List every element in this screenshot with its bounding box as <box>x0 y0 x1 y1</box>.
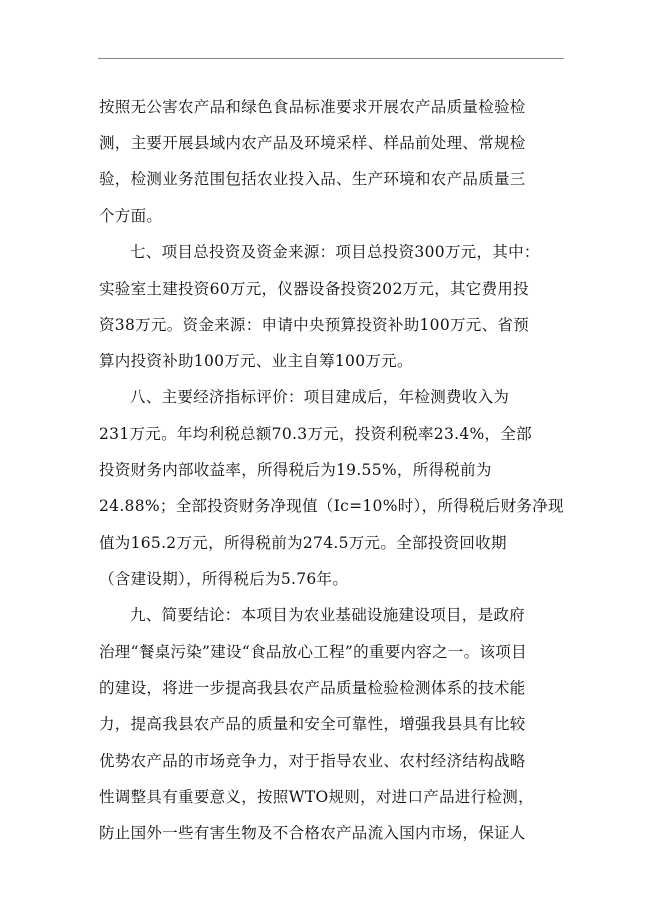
text-line: 个方面。 <box>99 207 163 225</box>
text-line: 231万元。年均利税总额70.3万元，投资利税率23.4%，全部 <box>99 425 532 443</box>
text-line: 性调整具有重要意义，按照WTO规则，对进口产品进行检测， <box>99 788 534 806</box>
section-eight-heading-line: 八、主要经济指标评价：项目建成后，年检测费收入为 <box>130 388 510 406</box>
text-line: 验，检测业务范围包括农业投入品、生产环境和农产品质量三 <box>99 170 526 188</box>
text-line: 按照无公害农产品和绿色食品标准要求开展农产品质量检验检 <box>99 98 526 116</box>
text-line: （含建设期），所得税后为5.76年。 <box>99 570 349 588</box>
text-line: 测，主要开展县域内农产品及环境采样、样品前处理、常规检 <box>99 134 526 152</box>
text-line: 治理“餐桌污染”建设“食品放心工程”的重要内容之一。该项目 <box>99 643 527 661</box>
text-line: 实验室土建投资60万元，仪器设备投资202万元，其它费用投 <box>99 280 530 298</box>
text-line: 算内投资补助100万元、业主自筹100万元。 <box>99 352 413 370</box>
section-nine-heading-line: 九、简要结论：本项目为农业基础设施建设项目，是政府 <box>130 606 526 624</box>
text-line: 资38万元。资金来源：申请中央预算投资补助100万元、省预 <box>99 316 530 334</box>
text-line: 的建设，将进一步提高我县农产品质量检验检测体系的技术能 <box>99 679 526 697</box>
text-line: 24.88%；全部投资财务净现值（Ic=10%时），所得税后财务净现 <box>99 497 564 515</box>
text-line: 值为165.2万元，所得税前为274.5万元。全部投资回收期 <box>99 534 507 552</box>
text-line: 防止国外一些有害生物及不合格农产品流入国内市场，保证人 <box>99 824 526 842</box>
text-line: 优势农产品的市场竞争力，对于指导农业、农村经济结构战略 <box>99 752 526 770</box>
header-divider <box>98 58 564 59</box>
section-seven-heading-line: 七、项目总投资及资金来源：项目总投资300万元，其中： <box>130 243 540 261</box>
text-line: 投资财务内部收益率，所得税后为19.55%，所得税前为 <box>99 461 492 479</box>
text-line: 力，提高我县农产品的质量和安全可靠性，增强我县具有比较 <box>99 715 526 733</box>
